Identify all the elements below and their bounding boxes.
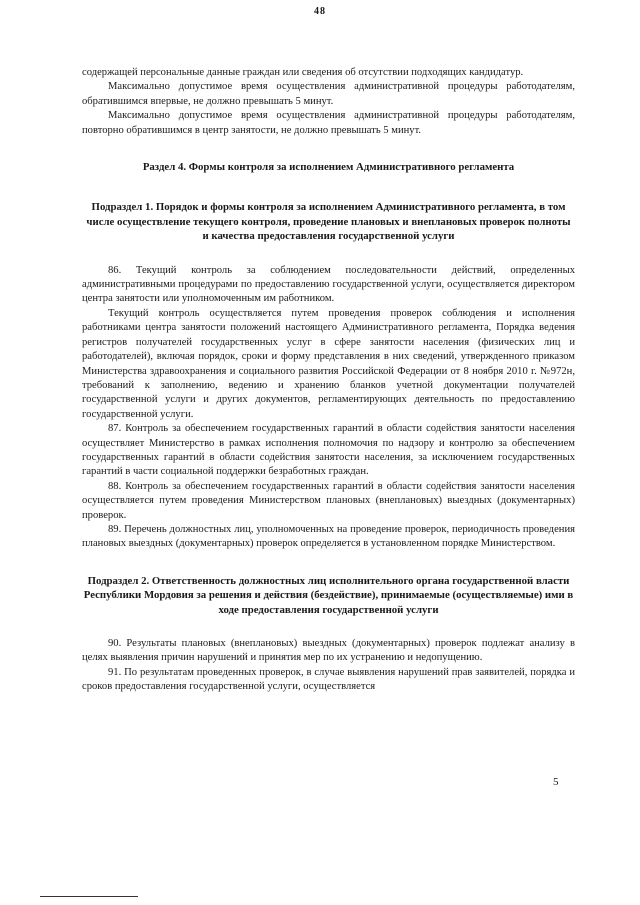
document-body <box>82 66 575 695</box>
section-4-heading: Раздел 4. Формы контроля за исполнением Административного регламента <box>142 161 515 174</box>
margin-mark: 5 <box>553 776 559 788</box>
paragraph-91: 91. По результатам проведенных проверок, в случае выявления нарушений прав заявителей, порядка и сроков предоставления государственной услуги, осуществляется <box>82 666 575 693</box>
paragraph-max-time-repeat: Максимально допустимое время осуществления административной процедуры работодателям, повторно обратившимся в центр занятости, не должно превышать 5 минут. <box>82 110 575 136</box>
paragraph-continuation: содержащей персональные данные граждан или сведения об отсутствии подходящих кандидатур. <box>82 67 524 78</box>
paragraph-max-time-first: Максимально допустимое время осуществления административной процедуры работодателям, обратившимся впервые, не должно превышать 5 минут. <box>82 81 575 107</box>
paragraph-90: 90. Результаты плановых (внеплановых) выездных (документарных) проверок подлежат анализу в целях выявления причин нарушений и принятия мер по их устранению и недопущению. <box>82 638 575 664</box>
paragraph-88: 88. Контроль за обеспечением государственных гарантий в области содействия занятости населения осуществляется путем проведения Министерством плановых (внеплановых) выездных (документарных) проверок. <box>82 480 575 521</box>
page-number: 48 <box>314 6 326 17</box>
paragraph-86: 86. Текущий контроль за соблюдением последовательности действий, определенных административными процедурами по предоставлению государственной услуги, осуществляется директором центра занятости или уполномоченным им работником. <box>82 264 575 305</box>
paragraph-89: 89. Перечень должностных лиц, уполномоченных на проведение проверок, периодичность проведения плановых выездных (документарных) проверок определяется в установленном порядке Министерством. <box>82 523 575 550</box>
paragraph-87: 87. Контроль за обеспечением государственных гарантий в области содействия занятости населения осуществляет Министерство в рамках исполнения полномочия по надзору и контролю за обеспечением государственных гарантий в области содействия занятости населения, за исключением государственных гарантий в части социальной поддержки безработных граждан. <box>82 423 575 478</box>
footnote-divider <box>40 896 138 897</box>
subsection-1-heading: Подраздел 1. Порядок и формы контроля за исполнением Административного регламента, в том числе осуществление текущего контроля, проведение плановых и внеплановых проверок полноты и качества предоставления государственной услуги <box>86 201 571 243</box>
subsection-2-heading: Подраздел 2. Ответственность должностных лиц исполнительного органа государственной власти Республики Мордовия за решения и действия (бездействие), принимаемые (осуществляемые) ими в ходе предоставления государственной услуги <box>83 574 574 616</box>
paragraph-86-continued: Текущий контроль осуществляется путем проведения проверок соблюдения и исполнения работниками центра занятости положений настоящего Административного регламента, Порядка ведения регистров получателей государственных услуг в сфере занятости населения (физических лиц и работодателей), включая порядок, сроки и форму представления в них сведений, утвержденного приказом Министерства здравоохранения и социального развития Российской Федерации от 8 ноября 2010 г. №972н, требований к заполнению, ведению и хранению бланков учетной документации получателей государственной услуги и других документов, регламентирующих деятельность по предоставлению государственной услуги. <box>82 307 575 420</box>
